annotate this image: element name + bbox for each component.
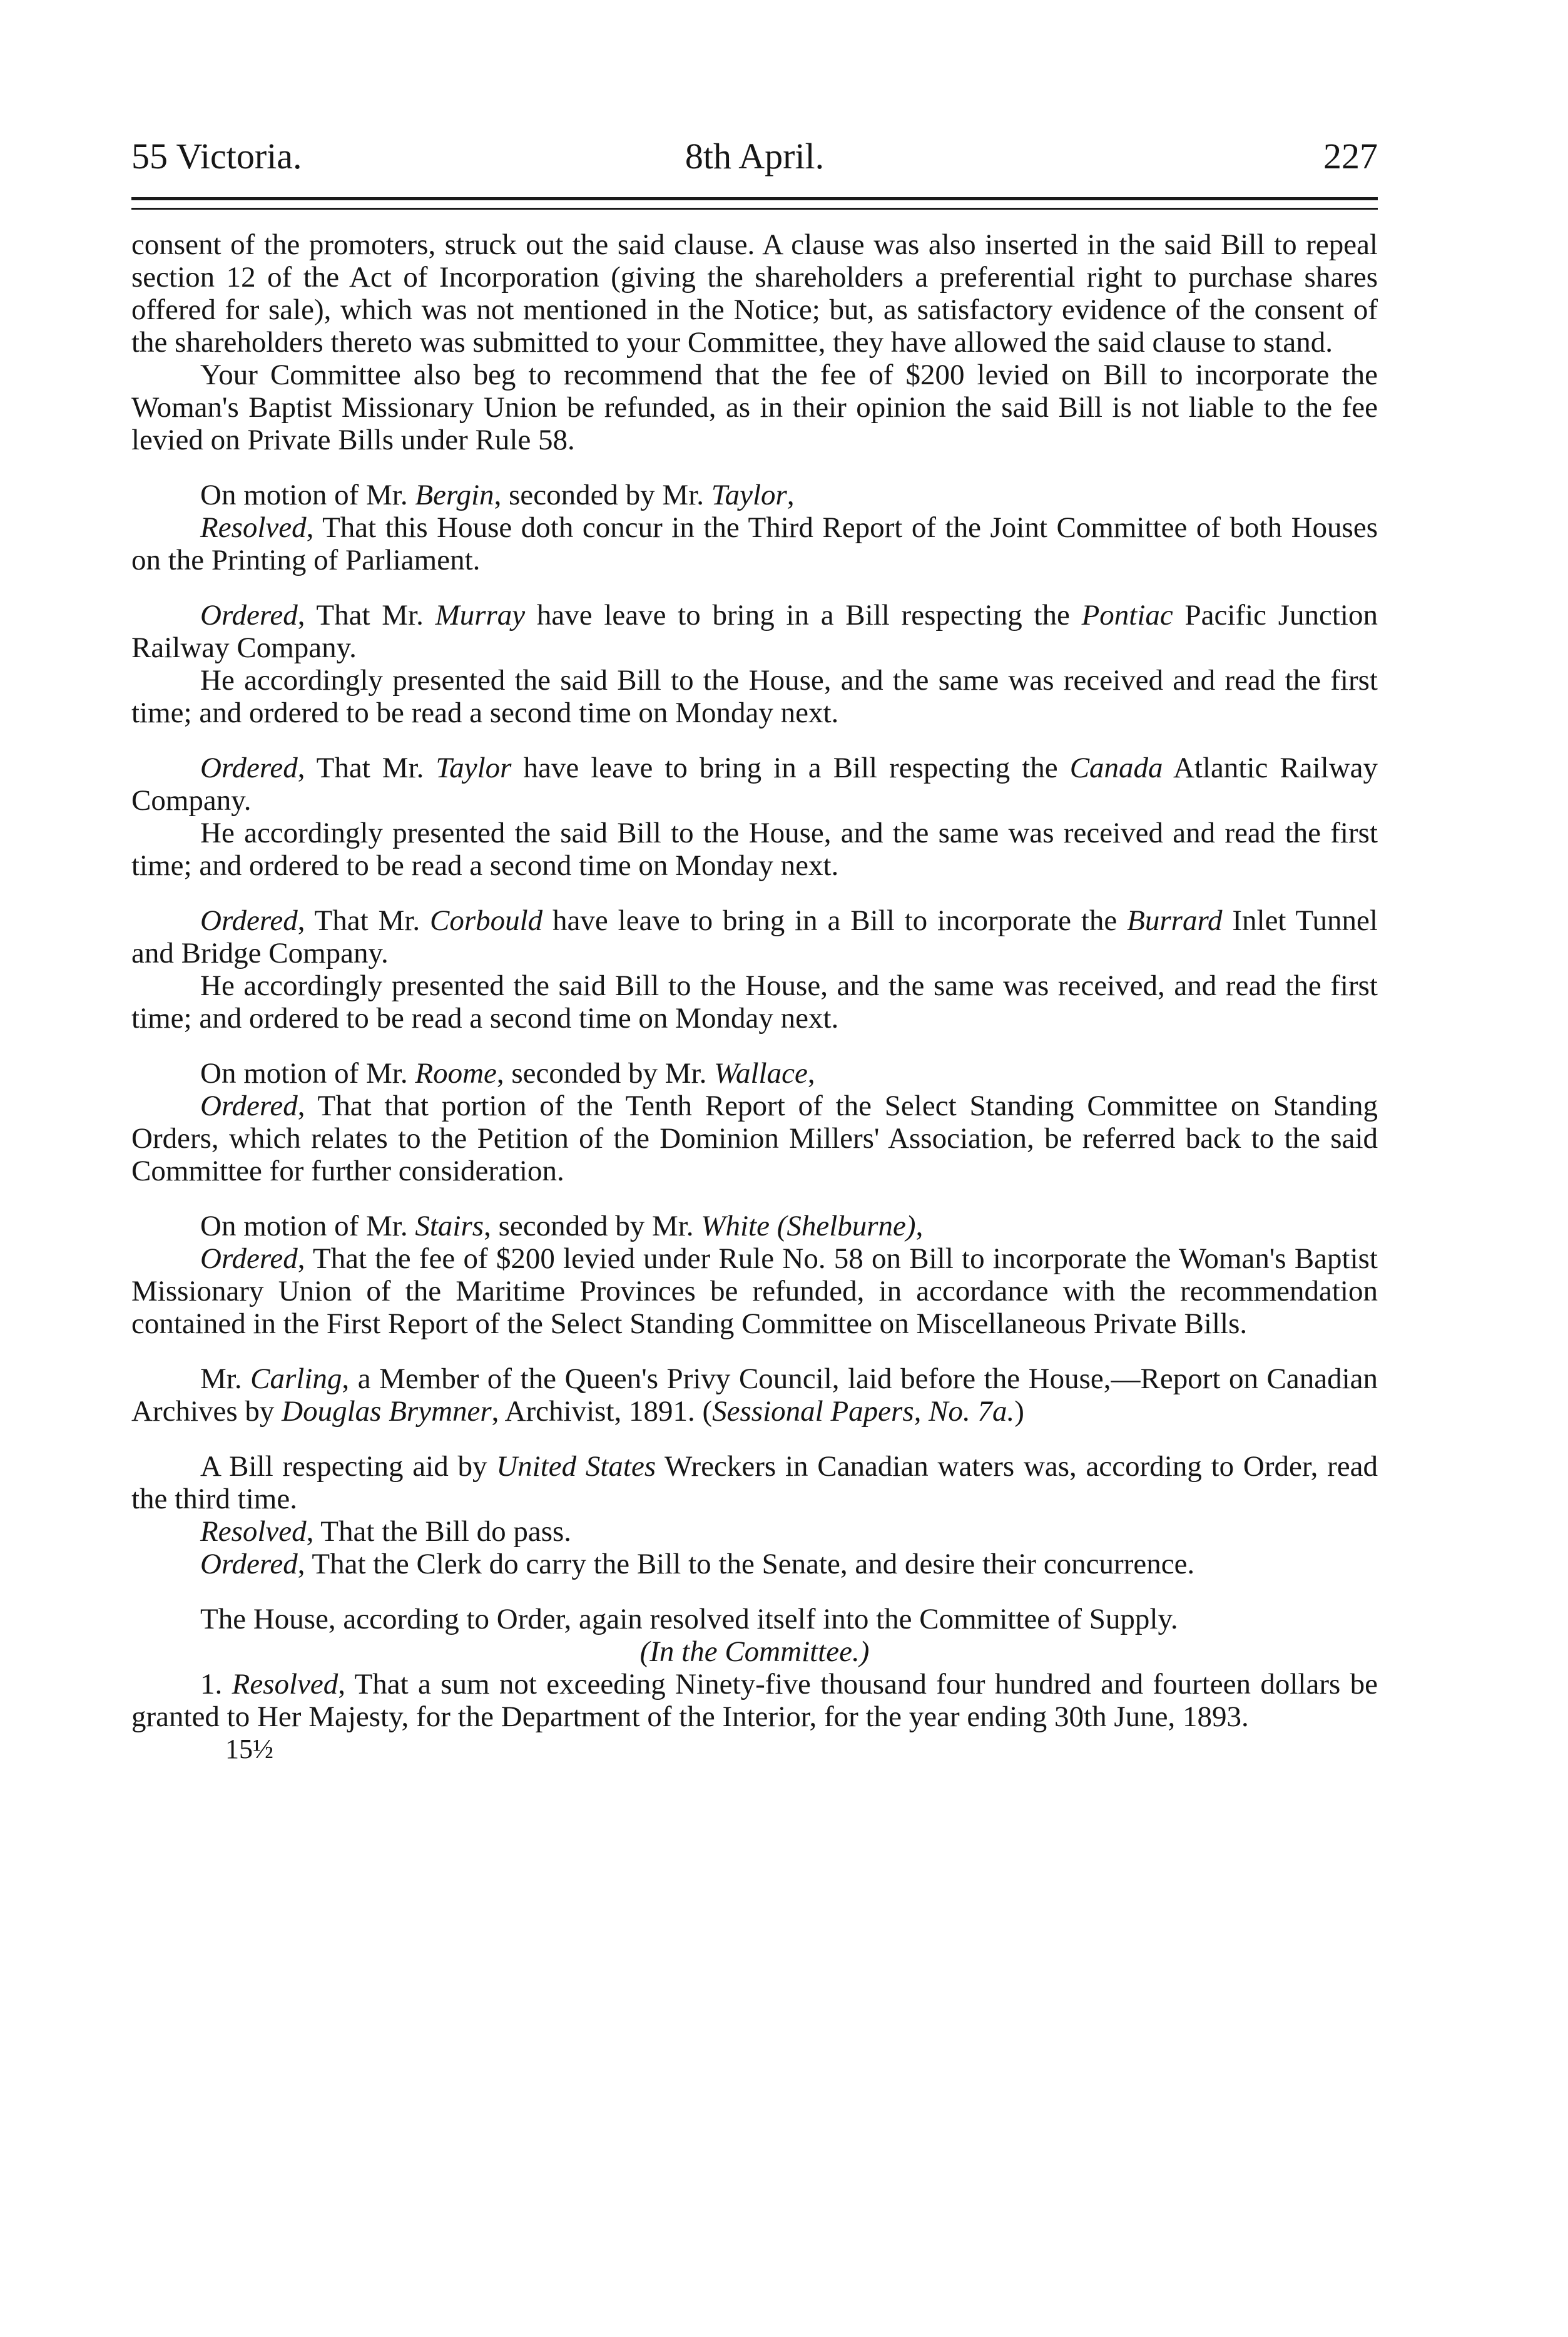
header-rule-thick bbox=[131, 197, 1378, 200]
report-recommendation: Your Committee also beg to recommend that the fee of $200 levied on Bill to incorporate the Woman's Baptist Missionary Union be refunded, as in their opinion the said Bill is not liable to the fee levied on Private Bills under Rule 58. bbox=[131, 359, 1378, 456]
header-rule-thin bbox=[131, 208, 1378, 210]
entry-archives-report: Mr. Carling, a Member of the Queen's Privy Council, laid before the House,—Report on Canadian Archives by Douglas Brymner, Archivist, 1891. (Sessional Papers, No. 7a.) bbox=[131, 1363, 1378, 1428]
signature-mark: 15½ bbox=[225, 1734, 273, 1764]
entry-roome-motion: On motion of Mr. Roome, seconded by Mr. Wallace, Ordered, That that portion of the Tenth Report of the Select Standing Committee on Standing Orders, which relates to the Petition of the Dominion Millers' Association, be referred back to the said Committee for further consideration. bbox=[131, 1057, 1378, 1187]
header-date: 8th April. bbox=[685, 136, 825, 176]
entry-canada-atlantic-bill: Ordered, That Mr. Taylor have leave to bring in a Bill respecting the Canada Atlantic Railway Company. He accordingly presented the said Bill to the House, and the same was received and read the first time; and ordered to be read a second time on Monday next. bbox=[131, 752, 1378, 882]
header-session: 55 Victoria. bbox=[131, 136, 302, 176]
page-number: 227 bbox=[1323, 136, 1378, 176]
entry-committee-of-supply: The House, according to Order, again resolved itself into the Committee of Supply. (In the Committee.) 1. Resolved, That a sum not exceeding Ninety-five thousand four hundred and fourteen dollars be granted to Her Majesty, for the Department of the Interior, for the year ending 30th June, 1893. 15½ bbox=[131, 1603, 1378, 1764]
page-header bbox=[131, 131, 1378, 182]
page-body bbox=[131, 228, 1378, 1766]
in-committee-heading: (In the Committee.) bbox=[639, 1635, 870, 1668]
entry-wreckers-bill: A Bill respecting aid by United States Wreckers in Canadian waters was, according to Order, read the third time. Resolved, That the Bill do pass. Ordered, That the Clerk do carry the Bill to the Senate, and desire their concurrence. bbox=[131, 1450, 1378, 1580]
entry-bergin-motion: On motion of Mr. Bergin, seconded by Mr. Taylor, Resolved, That this House doth concur in the Third Report of the Joint Committee of both Houses on the Printing of Parliament. bbox=[131, 479, 1378, 576]
entry-stairs-motion: On motion of Mr. Stairs, seconded by Mr. White (Shelburne), Ordered, That the fee of $200 levied under Rule No. 58 on Bill to incorporate the Woman's Baptist Missionary Union of the Maritime Provinces be refunded, in accordance with the recommendation contained in the First Report of the Select Standing Committee on Miscellaneous Private Bills. bbox=[131, 1210, 1378, 1340]
entry-pontiac-bill: Ordered, That Mr. Murray have leave to bring in a Bill respecting the Pontiac Pacific Junction Railway Company. He accordingly presented the said Bill to the House, and the same was received and read the first time; and ordered to be read a second time on Monday next. bbox=[131, 599, 1378, 729]
entry-burrard-bill: Ordered, That Mr. Corbould have leave to bring in a Bill to incorporate the Burrard Inlet Tunnel and Bridge Company. He accordingly presented the said Bill to the House, and the same was received, and read the first time; and ordered to be read a second time on Monday next. bbox=[131, 904, 1378, 1035]
report-continuation: consent of the promoters, struck out the said clause. A clause was also inserted in the said Bill to repeal section 12 of the Act of Incorporation (giving the shareholders a preferential right to purchase shares offered for sale), which was not mentioned in the Notice; but, as satisfactory evidence of the consent of the shareholders thereto was submitted to your Committee, they have allowed the said clause to stand. bbox=[131, 228, 1378, 359]
